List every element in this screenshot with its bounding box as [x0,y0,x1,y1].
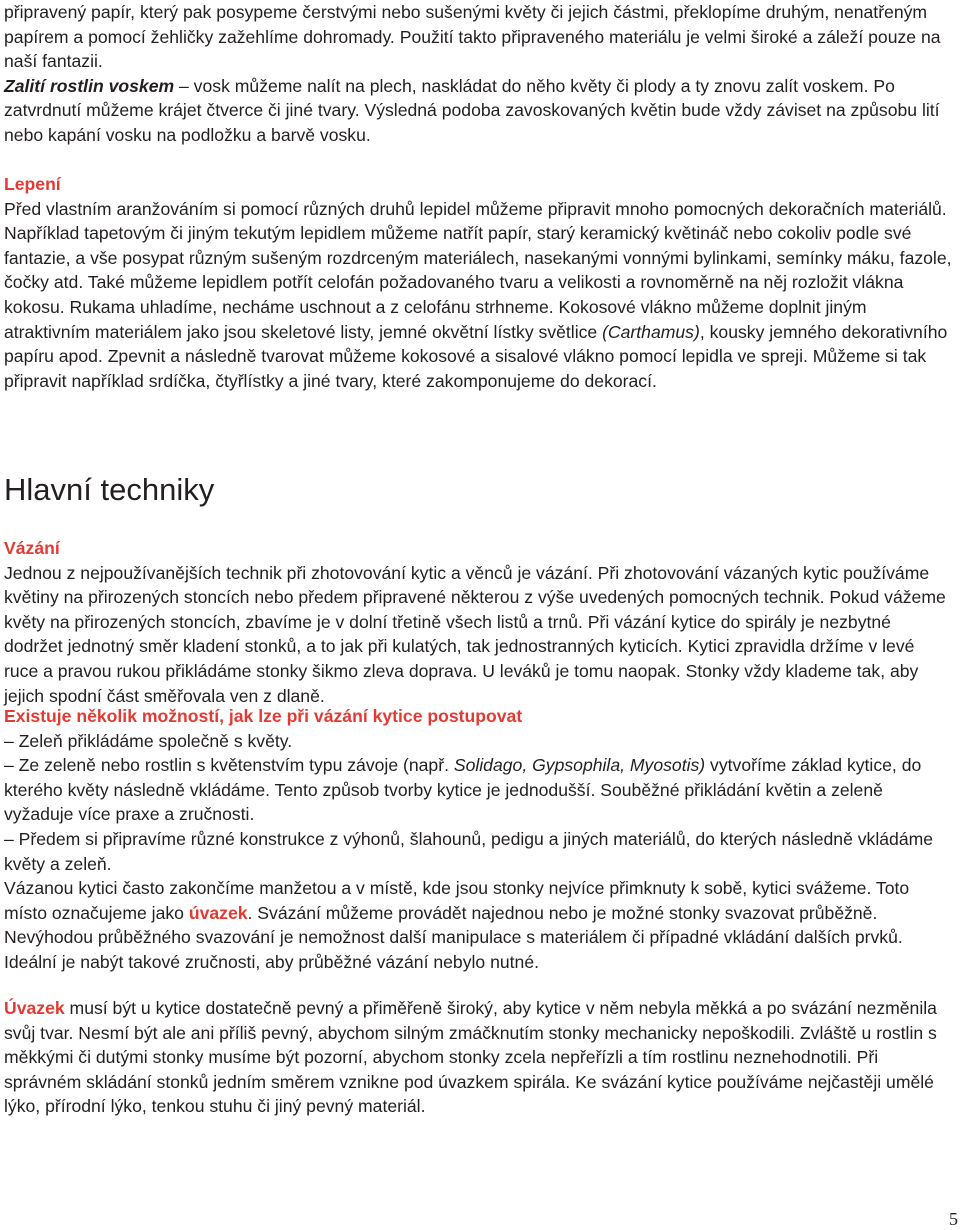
paragraph-text: Před vlastním aranžováním si pomocí různých druhů lepidel můžeme připravit mnoho pomocných dekoračních materiálů. Například tapetovým či jiným tekutým lepidlem můžeme natřít papír, starý keramický květináč nebo cokoliv podle své fantazie, a vše posypat různým sušeným rozdrceným materiálech, nasekanými vonnými bylinkami, semínky máku, fazole, čočky atd. Také můžeme lepidlem potřít celofán požadovaného tvaru a velikosti a rovnoměrně na něj rozložit vlákna kokosu. Rukama uhladíme, necháme uschnout a z celofánu strhneme. Kokosové vlákno můžeme doplnit jiným atraktivním materiálem jako jsou skeletové listy, jemné okvětní lístky světlice [4,198,952,342]
section-moznosti [4,704,952,876]
keyword-uvazek: úvazek [188,902,248,923]
subheading-moznosti: Existuje několik možností, jak lze při vázání kytice postupovat [4,706,523,726]
paragraph-text: . Svázání můžeme provádět najednou nebo je možné stonky svazovat průběžně. Nevýhodou průběžného svazování je nemožnost další manipulace s materiálem či případné vkládání dalších prvků. Ideální je nabýt takové zručnosti, aby průběžné vázání nebylo nutné. [4,902,903,972]
section-heading-vazani: Vázání [4,538,60,558]
paragraph-text: , kousky jemného dekorativního papíru apod. Zpevnit a následně tvarovat můžeme kokosové a sisalové vlákno pomocí lepidla ve spreji. Můžeme si tak připravit například srdíčka, čtyřlístky a jiné tvary, které zakomponujeme do dekorací. [4,321,948,391]
paragraph-vazani: Jednou z nejpoužívanějších technik při zhotovování kytic a věnců je vázání. Při zhotovování vázaných kytic používáme květiny na přirozených stoncích nebo předem připravené některou z výše uvedených pomocných technik. Pokud vážeme květy na přirozených stoncích, zbavíme je v dolní třetině všech listů a trnů. Při vázání kytice do spirály je nezbytné dodržet jednotný směr kladení stonků, a to jak při kulatých, tak jednostranných kyticích. Kytici zpravidla držíme v levé ruce a pravou rukou přikládáme stonky šikmo zleva doprava. U leváků je tomu naopak. Stonky vždy klademe tak, aby jejich spodní část směřovala ven z dlaně. [4,562,946,706]
paragraph-lepeni [4,197,952,394]
paragraph-text: musí být u kytice dostatečně pevný a přiměřeně široký, aby kytice v něm nebyla měkká a po svázání nezměnila svůj tvar. Nesmí být ale ani příliš pevný, abychom silným zmáčknutím stonky mechanicky nepoškodili. Zvláště u rostlin s měkkými či dutými stonky musíme být pozorní, abychom stonky zcela nepřeřízli a tím rostlinu neznehodnotili. Při správném skládání stonků jedním směrem vznikne pod úvazkem spirála. Ke svázání kytice používáme nejčastěji umělé lýko, přírodní lýko, tenkou stuhu či jiný pevný materiál. [4,998,937,1117]
paragraph-text: – vosk můžeme nalít na plech, naskládat do něho květy či plody a ty znovu zalít voskem. Po zatvrdnutí můžeme krájet čtverce či jiné tvary. Výsledná podoba zavoskovaných květin bude vždy záviset na způsobu lití nebo kapání vosku na podložku a barvě vosku. [4,75,940,145]
page-number: 5 [949,1209,958,1229]
section-vazani [4,536,952,708]
list-item: – Předem si připravíme různé konstrukce z výhonů, šlahounů, pedigu a jiných materiálů, do kterých následně vkládáme květy a zeleň. [4,828,934,874]
list-item: – Zeleň přikládáme společně s květy. [4,730,293,751]
chapter-heading: Hlavní techniky [4,472,215,507]
latin-names-genera: Solidago, Gypsophila, Myosotis) [453,755,706,776]
keyword-uvazek-capital: Úvazek [4,998,65,1018]
paragraph-text: připravený papír, který pak posypeme čerstvými nebo sušenými květy či jejich částmi, překlopíme druhým, nenatřeným papírem a pomocí žehličky zažehlíme dohromady. Použití takto připraveného materiálu je velmi široké a záleží pouze na naší fantazii. [4,2,941,72]
paragraph-uvazek-detail [4,996,952,1119]
paragraph-paper-and-wax [4,0,952,148]
list-item-text: – Ze zeleně nebo rostlin s květenstvím typu závoje (např. [4,755,454,776]
list-item-text: vytvoříme základ kytice, do kterého květy následně vkládáme. Tento způsob tvorby kytice je jednodušší. Souběžné přikládání květin a zeleně vyžaduje více praxe a zručnosti. [4,755,922,825]
latin-name-carthamus: (Carthamus) [602,321,700,342]
term-wax-coating: Zalití rostlin voskem [4,75,175,96]
section-heading-lepeni: Lepení [4,174,61,194]
paragraph-uvazek [4,876,952,974]
list-item [4,753,952,827]
paragraph-text: Vázanou kytici často zakončíme manžetou a v místě, kde jsou stonky nejvíce přimknuty k sobě, kytici svážeme. Toto místo označujeme jako [4,878,910,923]
section-lepeni [4,172,952,393]
